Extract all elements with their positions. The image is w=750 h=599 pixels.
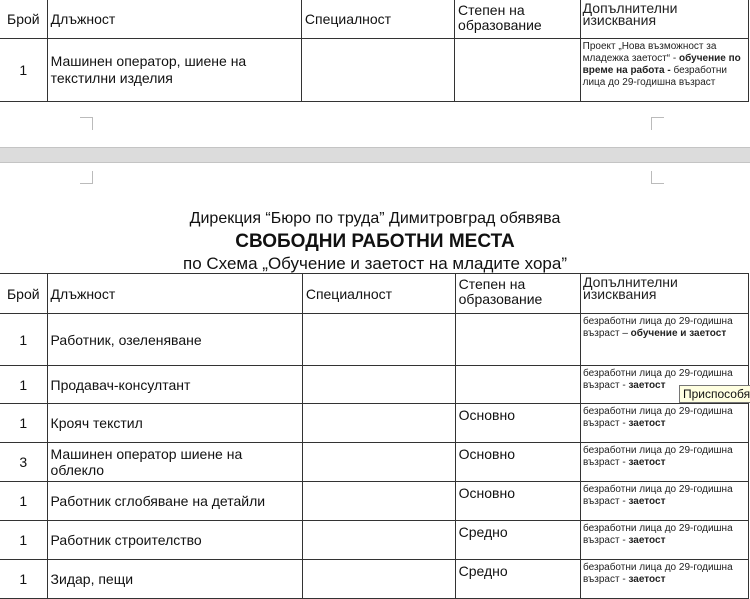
header-position: Длъжност xyxy=(47,274,302,314)
cell-count: 1 xyxy=(0,314,47,366)
req-text: безработни лица до 29-годишна възраст - xyxy=(583,368,733,391)
cell-specialty xyxy=(302,404,455,443)
req-bold-text: заетост xyxy=(628,418,666,429)
cell-education: Средно xyxy=(455,521,580,560)
cell-position: Продавач-консултант xyxy=(47,366,302,404)
header-count: Брой xyxy=(0,0,47,39)
cell-education: Средно xyxy=(455,560,580,599)
req-text: безработни лица до 29-годишна възраст - xyxy=(583,523,733,546)
cell-education: Основно xyxy=(455,404,580,443)
margin-corner-mark xyxy=(651,117,664,130)
cell-count: 1 xyxy=(0,39,47,102)
heading-title: СВОБОДНИ РАБОТНИ МЕСТА xyxy=(235,231,515,252)
req-bold-text: заетост xyxy=(628,535,666,546)
cell-requirements xyxy=(581,443,749,482)
cell-requirements xyxy=(580,39,748,102)
req-bold-text: заетост xyxy=(628,496,666,507)
table-header-row xyxy=(0,0,749,39)
vacancies-table-page1 xyxy=(0,0,749,102)
header-specialty: Специалност xyxy=(301,0,454,39)
req-bold-text: обучение и заетост xyxy=(630,328,727,339)
req-text: безработни лица до 29-годишна възраст - xyxy=(583,484,733,507)
heading-scheme: по Схема „Обучение и заетост на младите хора” xyxy=(183,254,567,273)
page-break-gap xyxy=(0,147,750,163)
cell-position: Работник строителство xyxy=(47,521,302,560)
cell-position: Работник, озеленяване xyxy=(47,314,302,366)
table-row xyxy=(0,521,749,560)
cell-education: Основно xyxy=(455,482,580,521)
header-position: Длъжност xyxy=(47,0,301,39)
table-row xyxy=(0,39,749,102)
cell-requirements xyxy=(581,521,749,560)
req-text: безработни лица до 29-годишна възраст - xyxy=(583,445,733,468)
table-header-row xyxy=(0,274,749,314)
cell-count: 1 xyxy=(0,560,47,599)
cell-position: Крояч текстил xyxy=(47,404,302,443)
table-row xyxy=(0,404,749,443)
cell-count: 1 xyxy=(0,404,47,443)
cell-specialty xyxy=(302,443,455,482)
cell-requirements xyxy=(581,314,749,366)
header-requirements: Допълнителни изисквания xyxy=(581,274,749,314)
req-text: безработни лица до 29-годишна възраст – xyxy=(583,316,733,339)
cell-education xyxy=(455,314,580,366)
vacancies-table-page2 xyxy=(0,273,749,599)
cell-count: 1 xyxy=(0,521,47,560)
cell-education xyxy=(455,39,581,102)
header-count: Брой xyxy=(0,274,47,314)
table-row xyxy=(0,314,749,366)
cell-position: Работник сглобяване на детайли xyxy=(47,482,302,521)
tooltip: Приспособя xyxy=(679,385,750,403)
table-row xyxy=(0,366,749,404)
margin-corner-mark xyxy=(651,171,664,184)
header-education: Степен на образование xyxy=(455,274,580,314)
req-bold-text: заетост xyxy=(628,457,666,468)
header-specialty: Специалност xyxy=(302,274,455,314)
table-row xyxy=(0,482,749,521)
cell-position: Машинен оператор шиене на облекло xyxy=(47,443,302,482)
req-bold-text: обучение по време на работа - xyxy=(582,53,741,76)
margin-corner-mark xyxy=(80,117,93,130)
heading-announcer: Дирекция “Бюро по труда” Димитровград обявява xyxy=(189,210,561,227)
cell-specialty xyxy=(302,366,455,404)
req-bold-text: заетост xyxy=(628,574,666,585)
table-row xyxy=(0,443,749,482)
req-bold-text: заетост xyxy=(628,380,666,391)
header-requirements: Допълнителни изисквания xyxy=(580,0,748,39)
req-text: безработни лица до 29-годишна възраст - xyxy=(583,406,733,429)
req-text: безработни лица до 29-годишна възраст - xyxy=(583,562,733,585)
cell-specialty xyxy=(302,482,455,521)
cell-position: Зидар, пещи xyxy=(47,560,302,599)
cell-count: 3 xyxy=(0,443,47,482)
document-page-2 xyxy=(0,163,750,593)
cell-specialty xyxy=(301,39,454,102)
cell-count: 1 xyxy=(0,366,47,404)
cell-requirements xyxy=(581,482,749,521)
cell-count: 1 xyxy=(0,482,47,521)
document-page-1 xyxy=(0,0,750,147)
margin-corner-mark xyxy=(80,171,93,184)
header-education: Степен на образование xyxy=(455,0,581,39)
cell-specialty xyxy=(302,521,455,560)
req-text: Проект „Нова възможност за младежка заетост“ - xyxy=(582,41,717,64)
req-text: безработни лица до 29-годишна възраст xyxy=(582,65,727,88)
cell-requirements xyxy=(581,404,749,443)
cell-education: Основно xyxy=(455,443,580,482)
cell-specialty xyxy=(302,314,455,366)
cell-position: Машинен оператор, шиене на текстилни изделия xyxy=(47,39,301,102)
cell-education xyxy=(455,366,580,404)
